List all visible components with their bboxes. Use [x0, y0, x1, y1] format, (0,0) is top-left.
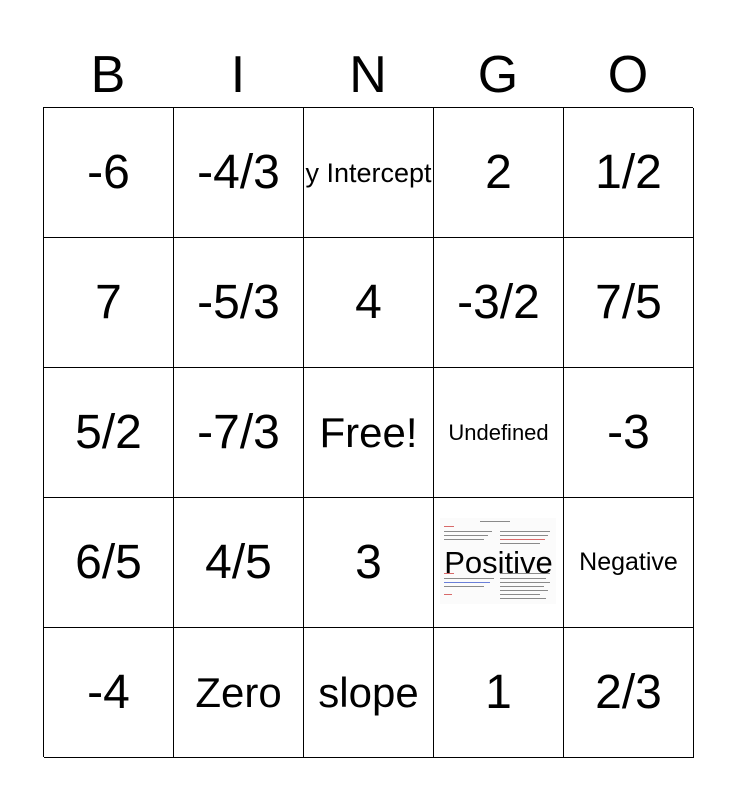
header-letter-i: I	[230, 46, 246, 104]
cell-label: 7/5	[595, 276, 662, 329]
bingo-cell[interactable]	[174, 368, 304, 498]
header-letter-n: N	[349, 46, 387, 104]
cell-label: -4/3	[197, 146, 280, 199]
bingo-cell[interactable]	[434, 108, 564, 238]
cell-label: -3/2	[457, 276, 540, 329]
cell-label: 1	[485, 666, 512, 719]
bingo-cell[interactable]	[434, 368, 564, 498]
cell-label: -5/3	[197, 276, 280, 329]
cell-label: Free!	[319, 408, 418, 456]
bingo-cell[interactable]	[44, 108, 174, 238]
cell-label: 3	[355, 536, 382, 589]
bingo-cell[interactable]	[174, 108, 304, 238]
bingo-cell[interactable]	[174, 498, 304, 628]
cell-label: 4	[355, 276, 382, 329]
cell-label: y Intercept	[305, 157, 432, 188]
bingo-cell[interactable]	[434, 238, 564, 368]
cell-label: -7/3	[197, 406, 280, 459]
bingo-cell[interactable]	[174, 238, 304, 368]
cell-label: -4	[87, 666, 130, 719]
header-letter-o: O	[607, 46, 649, 104]
bingo-header	[43, 42, 693, 108]
free-space-cell[interactable]	[304, 368, 434, 498]
bingo-cell[interactable]	[564, 628, 694, 758]
bingo-cell[interactable]	[564, 498, 694, 628]
bingo-cell[interactable]	[44, 628, 174, 758]
bingo-cell[interactable]	[44, 238, 174, 368]
cell-label: Undefined	[448, 419, 549, 445]
bingo-cell[interactable]	[434, 628, 564, 758]
bingo-cell[interactable]	[564, 108, 694, 238]
bingo-cell[interactable]	[44, 498, 174, 628]
cell-label: -6	[87, 146, 130, 199]
bingo-cell[interactable]	[174, 628, 304, 758]
bingo-cell[interactable]	[564, 368, 694, 498]
header-letter-g: G	[477, 46, 519, 104]
cell-label: 2	[485, 146, 512, 199]
bingo-cell[interactable]	[564, 238, 694, 368]
cell-label: 1/2	[595, 146, 662, 199]
bingo-cell[interactable]	[434, 498, 564, 628]
cell-label: slope	[318, 668, 419, 716]
cell-label: 5/2	[75, 406, 142, 459]
cell-label: 6/5	[75, 536, 142, 589]
bingo-cell[interactable]	[304, 238, 434, 368]
cell-label: 2/3	[595, 666, 662, 719]
bingo-cell[interactable]	[44, 368, 174, 498]
cell-label: Positive	[444, 544, 553, 580]
cell-label: Zero	[195, 668, 282, 716]
cell-label: 7	[95, 276, 122, 329]
bingo-cell[interactable]	[304, 628, 434, 758]
bingo-card-grid	[43, 107, 693, 757]
cell-label: Negative	[579, 548, 678, 576]
bingo-cell[interactable]	[304, 498, 434, 628]
cell-label: 4/5	[205, 536, 272, 589]
cell-label: -3	[607, 406, 650, 459]
header-letter-b: B	[90, 46, 126, 104]
bingo-cell[interactable]	[304, 108, 434, 238]
